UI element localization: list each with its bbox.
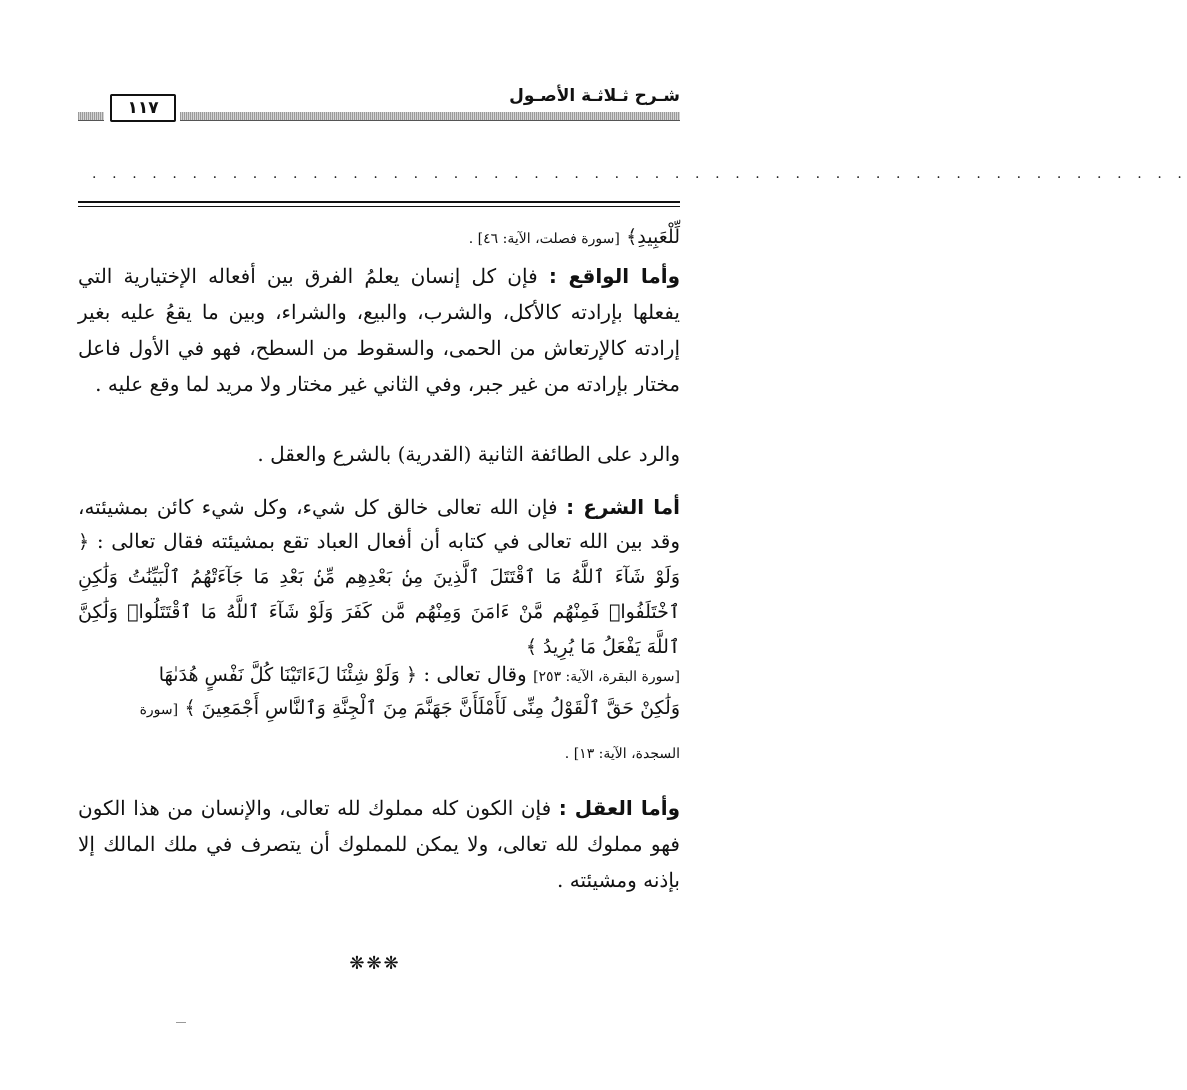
paragraph-body: فإن الله تعالى خالق كل شيء، وكل شيء كائن بمشيئته، وقد بين الله تعالى في كتابه أن أفعال العباد تقع بمشيئته فقال تعالى : (78, 495, 681, 553)
paragraph-lead: وأما العقل : (558, 796, 680, 820)
quran-verse: وَلَٰكِنْ حَقَّ ٱلْقَوْلُ مِنِّى لَأَمْلَأَنَّ جَهَنَّمَ مِنَ ٱلْجِنَّةِ وَٱلنَّاسِ أَجْمَعِينَ ﴾ (184, 697, 680, 719)
connector-text: وقال تعالى : (423, 662, 527, 686)
verse-reference: [سورة فصلت، الآية: ٤٦] . (468, 231, 620, 247)
paragraph-reality (78, 258, 680, 402)
paragraph-lead: أما الشرع : (566, 495, 681, 519)
running-header-title: شـرح ثـلاثـة الأصـول (509, 86, 680, 106)
intro-verse-ending (78, 222, 680, 253)
verse-reference: [سورة البقرة، الآية: ٢٥٣] (533, 669, 680, 685)
paragraph-reason (78, 790, 680, 898)
paragraph-reply (78, 436, 680, 472)
paragraph-body: فإن الكون كله مملوك لله تعالى، والإنسان من هذا الكون فهو مملوك لله تعالى، ولا يمكن للمملوك أن يتصرف في ملك المالك إلا بإذنه ومشيئته . (78, 796, 680, 892)
sharia-reference-end (78, 738, 680, 767)
footnote-rule (78, 201, 680, 207)
paragraph-body: فإن كل إنسان يعلمُ الفرق بين أفعاله الإختيارية التي يفعلها بإرادته كالأكل، والشرب، والبيع، والشراء، وبين ما يقعُ عليه بغير إرادته كالإرتعاش من الحمى، والسقوط من السطح، فهو في الأول فاعل مختار بإرادته من غير جبر، وفي الثاني غير مختار ولا مريد لما وقع عليه . (78, 264, 680, 396)
quran-verse: ﴿ وَلَوْ شِئْنَا لَءَاتَيْنَا كُلَّ نَفْسٍ هُدَىٰهَا (158, 664, 417, 686)
quran-verse: ﴿ وَلَوْ شَآءَ ٱللَّهُ مَا ٱقْتَتَلَ ٱلَّذِينَ مِنۢ بَعْدِهِم مِّنۢ بَعْدِ مَا جَآءَتْهُمُ ٱلْبَيِّنَٰتُ وَلَٰكِنِ ٱخْتَلَفُوا۟ فَمِنْهُم مَّنْ ءَامَنَ وَمِنْهُم مَّن كَفَرَ وَلَوْ شَآءَ ٱللَّهُ مَا ٱقْتَتَلُوا۟ وَلَٰكِنَّ ٱللَّهَ يَفْعَلُ مَا يُرِيدُ ﴾ (78, 531, 680, 658)
scan-mark (176, 1022, 186, 1023)
dotted-separator: . . . . . . . . . . . . . . . . . . . . . . . . . . . . . . . . . . . . . . . . . . . . . . . . . . . . . . . (92, 166, 1187, 182)
paragraph-lead: وأما الواقع : (548, 264, 681, 288)
verse-reference: السجدة، الآية: ١٣] . (564, 746, 680, 762)
paragraph-body: والرد على الطائفة الثانية (القدرية) بالشرع والعقل . (257, 442, 680, 466)
verse-fragment: لِّلْعَبِيدِ﴾ (626, 226, 680, 248)
sharia-reference-line (78, 658, 680, 693)
paragraph-sharia (78, 490, 680, 664)
verse-reference: [سورة (139, 702, 179, 718)
page-number: ١١٧ (110, 94, 176, 122)
section-end-stars: ❋❋❋ (349, 953, 401, 974)
sharia-verse-line (78, 690, 680, 727)
